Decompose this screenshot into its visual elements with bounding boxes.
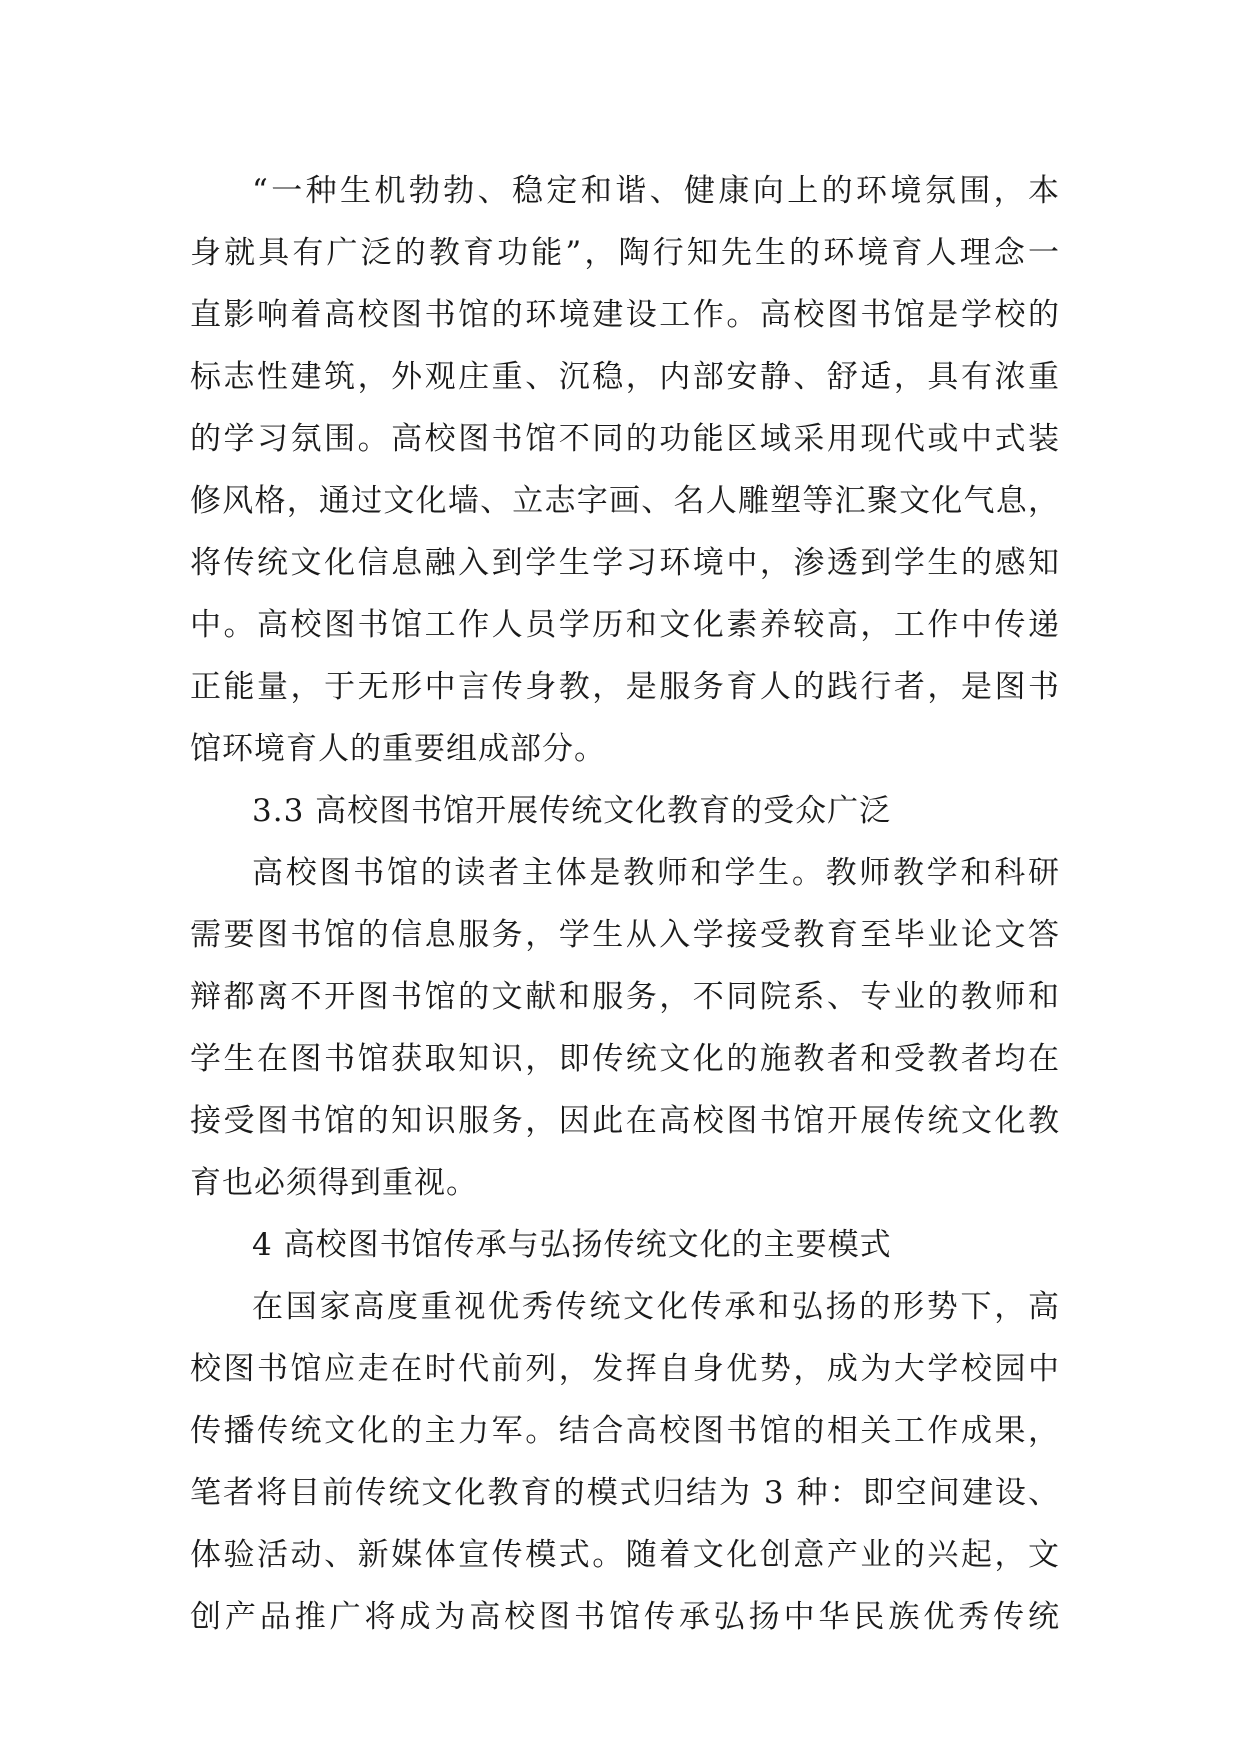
paragraph-line: 创产品推广将成为高校图书馆传承弘扬中华民族优秀传统	[190, 1599, 1060, 1635]
section-heading: 3.3 高校图书馆开展传统文化教育的受众广泛	[252, 793, 892, 829]
paragraph-line: 接受图书馆的知识服务，因此在高校图书馆开展传统文化教	[190, 1103, 1060, 1139]
paragraph-line: 直影响着高校图书馆的环境建设工作。高校图书馆是学校的	[190, 297, 1060, 333]
paragraph-line: 正能量，于无形中言传身教，是服务育人的践行者，是图书	[190, 669, 1060, 705]
paragraph-line: 中。高校图书馆工作人员学历和文化素养较高，工作中传递	[190, 607, 1060, 643]
paragraph-line: 将传统文化信息融入到学生学习环境中，渗透到学生的感知	[190, 545, 1060, 581]
paragraph-line: 馆环境育人的重要组成部分。	[190, 731, 606, 767]
paragraph-line: 的学习氛围。高校图书馆不同的功能区域采用现代或中式装	[190, 421, 1060, 457]
section-heading: 4 高校图书馆传承与弘扬传统文化的主要模式	[252, 1227, 892, 1263]
paragraph-line: 高校图书馆的读者主体是教师和学生。教师教学和科研	[252, 855, 1060, 891]
paragraph-line: 身就具有广泛的教育功能”，陶行知先生的环境育人理念一	[190, 235, 1060, 271]
paragraph-line: 笔者将目前传统文化教育的模式归结为 3 种：即空间建设、	[190, 1475, 1060, 1511]
paragraph-line: 校图书馆应走在时代前列，发挥自身优势，成为大学校园中	[190, 1351, 1060, 1387]
paragraph-line: 需要图书馆的信息服务，学生从入学接受教育至毕业论文答	[190, 917, 1060, 953]
paragraph-line: 传播传统文化的主力军。结合高校图书馆的相关工作成果，	[190, 1413, 1060, 1449]
paragraph-line: 辩都离不开图书馆的文献和服务，不同院系、专业的教师和	[190, 979, 1060, 1015]
body-text	[190, 160, 1060, 1648]
paragraph-line: 体验活动、新媒体宣传模式。随着文化创意产业的兴起，文	[190, 1537, 1060, 1573]
paragraph-line: 修风格，通过文化墙、立志字画、名人雕塑等汇聚文化气息，	[190, 483, 1060, 519]
paragraph-line: “一种生机勃勃、稳定和谐、健康向上的环境氛围，本	[252, 173, 1060, 209]
paragraph-line: 在国家高度重视优秀传统文化传承和弘扬的形势下，高	[252, 1289, 1060, 1325]
paragraph-line: 学生在图书馆获取知识，即传统文化的施教者和受教者均在	[190, 1041, 1060, 1077]
paragraph-line: 标志性建筑，外观庄重、沉稳，内部安静、舒适，具有浓重	[190, 359, 1060, 395]
paragraph-line: 育也必须得到重视。	[190, 1165, 478, 1201]
